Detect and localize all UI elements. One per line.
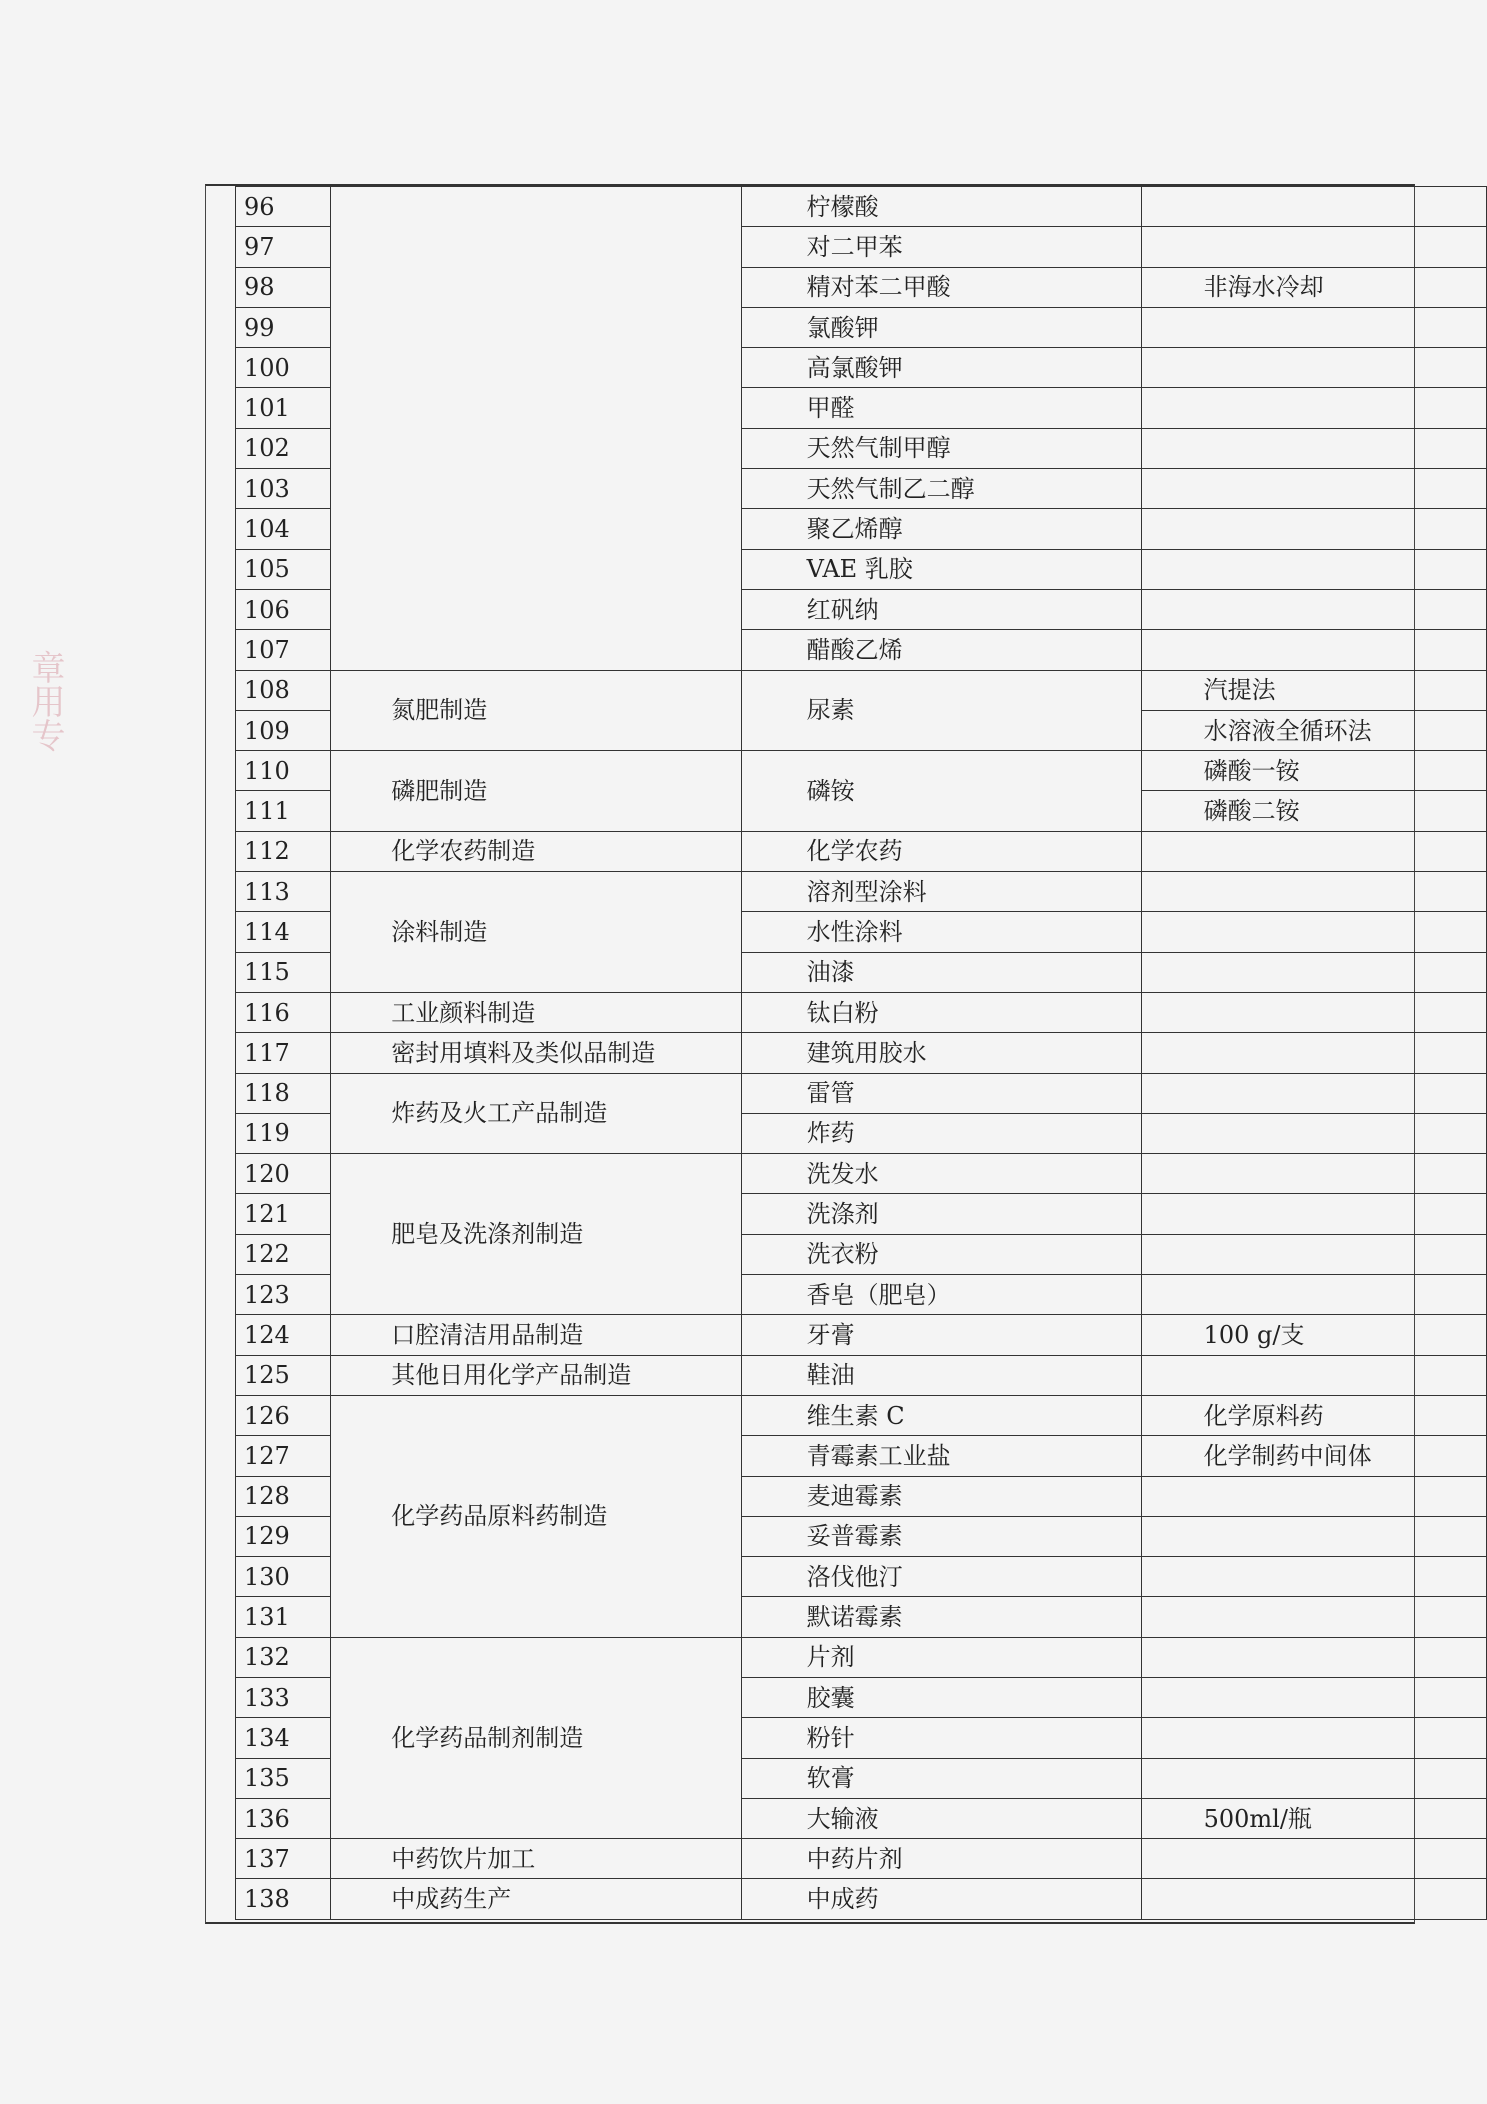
note-cell bbox=[1141, 1073, 1486, 1113]
table-body bbox=[236, 187, 1487, 1920]
note-cell bbox=[1141, 388, 1486, 428]
row-number: 121 bbox=[236, 1194, 331, 1234]
row-number: 114 bbox=[236, 912, 331, 952]
note-cell: 非海水冷却 bbox=[1141, 267, 1486, 307]
product-cell: 高氯酸钾 bbox=[741, 348, 1141, 388]
note-cell bbox=[1141, 1718, 1486, 1758]
product-cell: 炸药 bbox=[741, 1113, 1141, 1153]
category-cell: 中药饮片加工 bbox=[331, 1839, 741, 1879]
table-row bbox=[236, 992, 1487, 1032]
row-number: 98 bbox=[236, 267, 331, 307]
row-number: 119 bbox=[236, 1113, 331, 1153]
product-cell: 粉针 bbox=[741, 1718, 1141, 1758]
table-row bbox=[236, 1033, 1487, 1073]
note-cell bbox=[1141, 469, 1486, 509]
note-cell: 磷酸一铵 bbox=[1141, 751, 1486, 791]
row-number: 99 bbox=[236, 307, 331, 347]
row-number: 100 bbox=[236, 348, 331, 388]
row-number: 101 bbox=[236, 388, 331, 428]
note-cell bbox=[1141, 1234, 1486, 1274]
row-number: 106 bbox=[236, 589, 331, 629]
note-cell bbox=[1141, 952, 1486, 992]
note-cell bbox=[1141, 1355, 1486, 1395]
product-cell: 默诺霉素 bbox=[741, 1597, 1141, 1637]
table-row bbox=[236, 1355, 1487, 1395]
row-number: 96 bbox=[236, 187, 331, 227]
row-number: 127 bbox=[236, 1436, 331, 1476]
note-cell bbox=[1141, 307, 1486, 347]
product-cell: 甲醛 bbox=[741, 388, 1141, 428]
table-row bbox=[236, 1395, 1487, 1435]
row-number: 116 bbox=[236, 992, 331, 1032]
row-number: 126 bbox=[236, 1395, 331, 1435]
row-number: 104 bbox=[236, 509, 331, 549]
category-cell bbox=[331, 187, 741, 671]
note-cell bbox=[1141, 348, 1486, 388]
table-row bbox=[236, 670, 1487, 710]
product-cell: 大输液 bbox=[741, 1798, 1141, 1838]
note-cell bbox=[1141, 630, 1486, 670]
red-stamp: 章用专 bbox=[25, 650, 65, 752]
product-cell: 洛伐他汀 bbox=[741, 1557, 1141, 1597]
category-cell: 工业颜料制造 bbox=[331, 992, 741, 1032]
product-cell: 软膏 bbox=[741, 1758, 1141, 1798]
note-cell bbox=[1141, 1597, 1486, 1637]
product-cell: 中成药 bbox=[741, 1879, 1141, 1919]
row-number: 128 bbox=[236, 1476, 331, 1516]
product-cell: 麦迪霉素 bbox=[741, 1476, 1141, 1516]
row-number: 129 bbox=[236, 1516, 331, 1556]
row-number: 130 bbox=[236, 1557, 331, 1597]
row-number: 105 bbox=[236, 549, 331, 589]
product-cell: 对二甲苯 bbox=[741, 227, 1141, 267]
note-cell: 水溶液全循环法 bbox=[1141, 710, 1486, 750]
row-number: 113 bbox=[236, 872, 331, 912]
note-cell bbox=[1141, 1758, 1486, 1798]
note-cell bbox=[1141, 1033, 1486, 1073]
category-cell: 化学药品原料药制造 bbox=[331, 1395, 741, 1637]
note-cell: 化学制药中间体 bbox=[1141, 1436, 1486, 1476]
product-cell: 溶剂型涂料 bbox=[741, 872, 1141, 912]
row-number: 122 bbox=[236, 1234, 331, 1274]
note-cell bbox=[1141, 912, 1486, 952]
table-row bbox=[236, 1879, 1487, 1919]
row-number: 103 bbox=[236, 469, 331, 509]
note-cell bbox=[1141, 187, 1486, 227]
table-row bbox=[236, 187, 1487, 227]
note-cell bbox=[1141, 549, 1486, 589]
row-number: 123 bbox=[236, 1275, 331, 1315]
note-cell: 汽提法 bbox=[1141, 670, 1486, 710]
category-cell: 磷肥制造 bbox=[331, 751, 741, 832]
category-cell: 化学药品制剂制造 bbox=[331, 1637, 741, 1838]
product-cell: 洗涤剂 bbox=[741, 1194, 1141, 1234]
note-cell bbox=[1141, 1476, 1486, 1516]
product-cell: 聚乙烯醇 bbox=[741, 509, 1141, 549]
table-row bbox=[236, 1637, 1487, 1677]
product-cell: 天然气制乙二醇 bbox=[741, 469, 1141, 509]
row-number: 117 bbox=[236, 1033, 331, 1073]
product-cell: 青霉素工业盐 bbox=[741, 1436, 1141, 1476]
product-cell: 中药片剂 bbox=[741, 1839, 1141, 1879]
table-row bbox=[236, 1839, 1487, 1879]
product-cell: VAE 乳胶 bbox=[741, 549, 1141, 589]
row-number: 125 bbox=[236, 1355, 331, 1395]
note-cell: 100 g/支 bbox=[1141, 1315, 1486, 1355]
note-cell bbox=[1141, 428, 1486, 468]
note-cell bbox=[1141, 1516, 1486, 1556]
row-number: 112 bbox=[236, 831, 331, 871]
note-cell bbox=[1141, 1677, 1486, 1717]
note-cell bbox=[1141, 1839, 1486, 1879]
product-cell: 雷管 bbox=[741, 1073, 1141, 1113]
row-number: 134 bbox=[236, 1718, 331, 1758]
product-cell: 尿素 bbox=[741, 670, 1141, 751]
row-number: 97 bbox=[236, 227, 331, 267]
table-row bbox=[236, 751, 1487, 791]
product-cell: 片剂 bbox=[741, 1637, 1141, 1677]
product-cell: 精对苯二甲酸 bbox=[741, 267, 1141, 307]
table-row bbox=[236, 831, 1487, 871]
product-cell: 妥普霉素 bbox=[741, 1516, 1141, 1556]
product-cell: 建筑用胶水 bbox=[741, 1033, 1141, 1073]
row-number: 118 bbox=[236, 1073, 331, 1113]
product-cell: 鞋油 bbox=[741, 1355, 1141, 1395]
note-cell bbox=[1141, 992, 1486, 1032]
category-cell: 其他日用化学产品制造 bbox=[331, 1355, 741, 1395]
row-number: 102 bbox=[236, 428, 331, 468]
product-cell: 化学农药 bbox=[741, 831, 1141, 871]
row-number: 135 bbox=[236, 1758, 331, 1798]
product-cell: 油漆 bbox=[741, 952, 1141, 992]
product-cell: 洗发水 bbox=[741, 1154, 1141, 1194]
note-cell bbox=[1141, 1637, 1486, 1677]
row-number: 133 bbox=[236, 1677, 331, 1717]
table-row bbox=[236, 1154, 1487, 1194]
note-cell: 磷酸二铵 bbox=[1141, 791, 1486, 831]
product-cell: 柠檬酸 bbox=[741, 187, 1141, 227]
table-row bbox=[236, 872, 1487, 912]
product-cell: 红矾纳 bbox=[741, 589, 1141, 629]
category-cell: 中成药生产 bbox=[331, 1879, 741, 1919]
product-cell: 磷铵 bbox=[741, 751, 1141, 832]
product-cell: 牙膏 bbox=[741, 1315, 1141, 1355]
product-cell: 醋酸乙烯 bbox=[741, 630, 1141, 670]
product-cell: 洗衣粉 bbox=[741, 1234, 1141, 1274]
note-cell bbox=[1141, 1194, 1486, 1234]
category-cell: 化学农药制造 bbox=[331, 831, 741, 871]
category-cell: 肥皂及洗涤剂制造 bbox=[331, 1154, 741, 1315]
row-number: 131 bbox=[236, 1597, 331, 1637]
product-table bbox=[235, 186, 1487, 1920]
category-cell: 氮肥制造 bbox=[331, 670, 741, 751]
product-cell: 氯酸钾 bbox=[741, 307, 1141, 347]
category-cell: 炸药及火工产品制造 bbox=[331, 1073, 741, 1154]
note-cell bbox=[1141, 1879, 1486, 1919]
note-cell bbox=[1141, 589, 1486, 629]
row-number: 138 bbox=[236, 1879, 331, 1919]
product-cell: 天然气制甲醇 bbox=[741, 428, 1141, 468]
row-number: 132 bbox=[236, 1637, 331, 1677]
product-cell: 水性涂料 bbox=[741, 912, 1141, 952]
note-cell: 500ml/瓶 bbox=[1141, 1798, 1486, 1838]
note-cell: 化学原料药 bbox=[1141, 1395, 1486, 1435]
row-number: 124 bbox=[236, 1315, 331, 1355]
note-cell bbox=[1141, 831, 1486, 871]
note-cell bbox=[1141, 1557, 1486, 1597]
category-cell: 口腔清洁用品制造 bbox=[331, 1315, 741, 1355]
row-number: 107 bbox=[236, 630, 331, 670]
row-number: 120 bbox=[236, 1154, 331, 1194]
note-cell bbox=[1141, 872, 1486, 912]
row-number: 108 bbox=[236, 670, 331, 710]
table-row bbox=[236, 1315, 1487, 1355]
row-number: 137 bbox=[236, 1839, 331, 1879]
note-cell bbox=[1141, 1275, 1486, 1315]
row-number: 111 bbox=[236, 791, 331, 831]
note-cell bbox=[1141, 1113, 1486, 1153]
category-cell: 密封用填料及类似品制造 bbox=[331, 1033, 741, 1073]
row-number: 110 bbox=[236, 751, 331, 791]
product-cell: 钛白粉 bbox=[741, 992, 1141, 1032]
category-cell: 涂料制造 bbox=[331, 872, 741, 993]
note-cell bbox=[1141, 227, 1486, 267]
note-cell bbox=[1141, 1154, 1486, 1194]
table-row bbox=[236, 1073, 1487, 1113]
row-number: 109 bbox=[236, 710, 331, 750]
row-number: 115 bbox=[236, 952, 331, 992]
product-cell: 香皂（肥皂） bbox=[741, 1275, 1141, 1315]
product-cell: 胶囊 bbox=[741, 1677, 1141, 1717]
product-cell: 维生素 C bbox=[741, 1395, 1141, 1435]
row-number: 136 bbox=[236, 1798, 331, 1838]
note-cell bbox=[1141, 509, 1486, 549]
